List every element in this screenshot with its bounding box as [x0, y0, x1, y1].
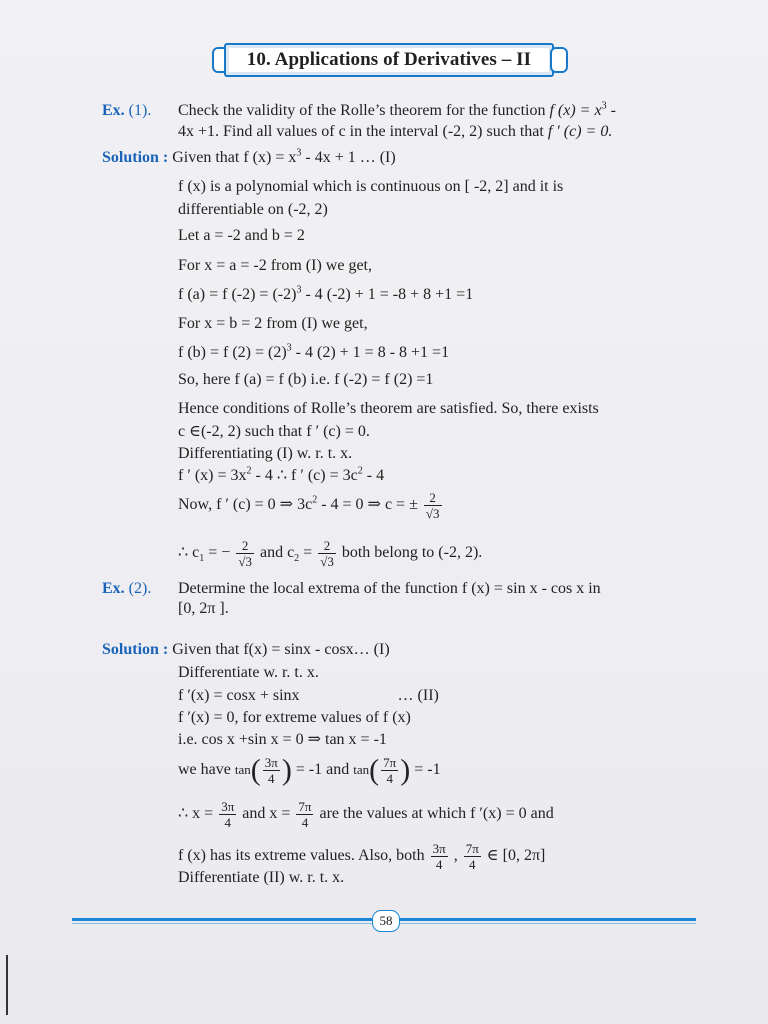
paren-close-1: ) [281, 753, 292, 787]
sol1-l6c: - 4 (-2) + 1 = -8 + 8 +1 =1 [301, 286, 474, 303]
footer-rule-left [72, 918, 372, 921]
sol2-l7a: ∴ x = [178, 805, 214, 822]
sol2-label: Solution : [102, 641, 169, 658]
sol1-l13d: 2 [357, 465, 363, 477]
frac-den: 4 [386, 770, 393, 786]
sol1-frac-c1 [236, 538, 254, 569]
sol2-line5: i.e. cos x +sin x = 0 ⇒ tan x = -1 [178, 731, 387, 748]
ex1-q-text-b: f (x) = x [549, 102, 602, 119]
sol2-l3b: … (II) [397, 687, 439, 704]
ex2-label: Ex. [102, 580, 125, 597]
ex2-question-line2: [0, 2π ]. [178, 600, 229, 617]
frac-den: √3 [425, 505, 440, 521]
frac-7pi-4 [381, 755, 398, 786]
frac-num: 7π [383, 754, 397, 770]
sol1-l15c: = − [204, 544, 231, 561]
sol1-l13c: - 4 ∴ f ′ (c) = 3c [251, 467, 358, 484]
frac-num: 2 [236, 538, 254, 554]
sol1-line15 [178, 536, 482, 570]
sol1-frac-c [424, 490, 442, 521]
sol2-line6 [178, 752, 441, 788]
page-number: 58 [372, 910, 400, 932]
sol1-line10: Hence conditions of Rolle’s theorem are satisfied. So, there exists [178, 400, 599, 417]
sol2-l7c: are the values at which f ′(x) = 0 and [319, 805, 554, 822]
sol1-l14c: - 4 = 0 ⇒ c = ± [317, 496, 418, 513]
sol1-line12: Differentiating (I) w. r. t. x. [178, 445, 353, 462]
ex1-q2-text-a: 4x +1. Find all values of c in the interval (-2, 2) such that [178, 123, 544, 140]
sol1-l8b: 3 [286, 342, 292, 354]
sol1-l1c: - 4x + 1 … (I) [301, 149, 396, 166]
ex1-question-line1 [102, 101, 151, 121]
sol1-l8c: - 4 (2) + 1 = 8 - 8 +1 =1 [291, 344, 450, 361]
frac-den: 4 [301, 814, 309, 830]
sol2-line4: f ′(x) = 0, for extreme values of f (x) [178, 709, 411, 726]
footer-rule-right [398, 918, 696, 921]
frac-num: 3π [432, 840, 446, 856]
paren-open-1: ( [250, 753, 261, 787]
sol1-l15d: and c [259, 544, 295, 561]
sol1-line11: c ∈(-2, 2) such that f ′ (c) = 0. [178, 423, 370, 440]
page-edge-mark [6, 955, 8, 1015]
ex2-number: (2). [128, 580, 152, 597]
ex1-number: (1). [128, 102, 152, 119]
paren-close-2: ) [400, 753, 411, 787]
sol1-l15e: 2 [294, 553, 300, 565]
sol1-l15a: ∴ c [178, 544, 200, 561]
sol1-line3: differentiable on (-2, 2) [178, 201, 328, 218]
sol1-l13a: f ′ (x) = 3x [178, 467, 247, 484]
sol1-l13e: - 4 [362, 467, 385, 484]
frac-7pi-4-b [296, 799, 313, 830]
sol1-l15g: both belong to (-2, 2). [341, 544, 483, 561]
tan-label-1: tan [234, 762, 251, 777]
ex1-question-text1 [178, 101, 616, 121]
ex1-q-text-d: - [606, 102, 616, 119]
sol1-l6b: 3 [296, 284, 302, 296]
sol2-l8b: , [449, 847, 458, 864]
sol1-label: Solution : [102, 149, 169, 166]
sol1-line9: So, here f (a) = f (b) i.e. f (-2) = f (2) =1 [178, 371, 434, 388]
sol1-frac-c2 [318, 538, 336, 569]
sol1-l13b: 2 [246, 465, 252, 477]
sol1-l14b: 2 [312, 494, 318, 506]
frac-7pi-4-c [464, 841, 481, 872]
sol2-l6a: we have [178, 761, 231, 778]
frac-num: 2 [424, 490, 442, 506]
sol2-line2: Differentiate w. r. t. x. [178, 664, 319, 681]
sol1-line6 [178, 285, 473, 305]
frac-num: 3π [221, 798, 235, 814]
footer-rule-right-thin [398, 923, 696, 924]
sol2-line1 [102, 640, 390, 660]
frac-den: 4 [468, 856, 476, 872]
tan-label-2: tan [353, 762, 370, 777]
paren-open-2: ( [369, 753, 380, 787]
sol1-line4: Let a = -2 and b = 2 [178, 227, 305, 244]
ex1-question-text2 [178, 122, 612, 142]
sol1-line14 [178, 488, 444, 522]
sol2-l1: Given that f(x) = sinx - cosx… (I) [172, 641, 390, 658]
frac-den: √3 [238, 553, 252, 569]
sol1-l15b: 1 [199, 553, 205, 565]
ex1-label: Ex. [102, 102, 125, 119]
sol1-l1b: 3 [296, 147, 302, 159]
sol2-l8c: ∈ [0, 2π] [486, 847, 546, 864]
sol2-line3 [178, 686, 439, 706]
chapter-title-box [224, 43, 554, 77]
frac-num: 7π [298, 798, 312, 814]
sol2-line7 [178, 796, 554, 832]
frac-3pi-4-c [431, 841, 448, 872]
sol2-l8a: f (x) has its extreme values. Also, both [178, 847, 425, 864]
sol1-l15f: = [299, 544, 317, 561]
frac-den: √3 [320, 553, 334, 569]
chapter-title-banner [212, 40, 568, 78]
sol2-l7b: and x = [242, 805, 295, 822]
sol1-l14a: Now, f ′ (c) = 0 ⇒ 3c [178, 496, 313, 513]
sol1-line1 [102, 148, 396, 168]
sol1-line13 [178, 466, 384, 486]
ex2-question-line1: Determine the local extrema of the function f (x) = sin x - cos x in [178, 580, 601, 597]
frac-den: 4 [224, 814, 231, 830]
sol2-l6c: = -1 [410, 761, 441, 778]
sol1-l6a: f (a) = f (-2) = (-2) [178, 286, 297, 303]
footer-rule-left-thin [72, 923, 372, 924]
sol1-line5: For x = a = -2 from (I) we get, [178, 257, 372, 274]
chapter-title: 10. Applications of Derivatives – II [246, 49, 532, 70]
sol2-l3a: f ′(x) = cosx + sinx [178, 687, 300, 704]
frac-den: 4 [435, 856, 443, 872]
frac-num: 3π [264, 754, 278, 770]
ex1-q2-text-b: f ′ (c) = 0. [547, 123, 613, 140]
sol1-line2: f (x) is a polynomial which is continuous on [ -2, 2] and it is [178, 178, 564, 195]
sol1-l1a: Given that f (x) = x [172, 149, 297, 166]
frac-den: 4 [268, 770, 275, 786]
ex2-label-line [102, 579, 151, 599]
scroll-ornament-right [550, 47, 568, 73]
sol2-line9: Differentiate (II) w. r. t. x. [178, 869, 345, 886]
ex1-q-text-a: Check the validity of the Rolle’s theorem for the function [178, 102, 546, 119]
sol2-l6b: = -1 and [295, 761, 354, 778]
frac-num: 7π [465, 840, 479, 856]
sol1-l8a: f (b) = f (2) = (2) [178, 344, 287, 361]
frac-3pi-4 [263, 755, 280, 786]
ex1-q-exp: 3 [601, 100, 607, 112]
frac-num: 2 [318, 538, 336, 554]
frac-3pi-4-b [219, 799, 236, 830]
sol1-line8 [178, 343, 449, 363]
sol1-line7: For x = b = 2 from (I) we get, [178, 315, 368, 332]
